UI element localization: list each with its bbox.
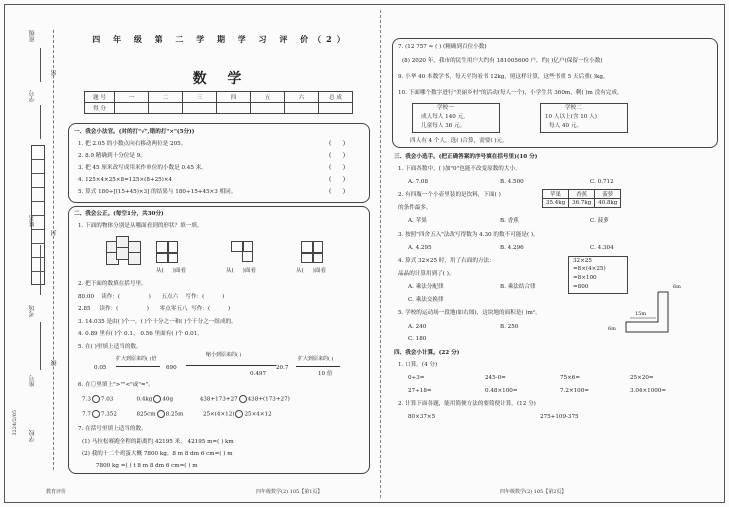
question-text: 四人有 4 个人，选( )合算，需要( )元。 [410,138,508,144]
judge-item: 2. 8.9 精确到十分位是 9。 [78,153,146,159]
score-input-cell[interactable] [149,103,183,114]
question-text: 5. 学校的运动场一段地(如右图)，这块地的面积是( )m²。 [398,310,541,316]
section2-heading: 二、我会公正。(每空1分，共30分) [74,211,164,217]
choice-option[interactable]: A. 苹果 [408,218,427,224]
score-label-cell: 得 分 [85,103,115,114]
numline-value: 0.05 [94,365,107,371]
view-shape [156,241,178,263]
score-table [84,91,353,114]
section4-heading: 四、我会小计算。(22 分) [394,350,460,356]
score-input-cell[interactable] [115,103,149,114]
view-shape [242,251,253,262]
margin-label-name: 姓名 [29,215,36,227]
answer-blank[interactable]: ( ) [329,164,346,171]
numline-value: 20.7 [276,365,289,371]
table-header: 苹果 [543,190,569,199]
judge-item: 5. 算式 180÷[(15+45)×3] 的结果与 180÷15+45×3 相同。 [78,189,237,195]
question-text: 2. 计算下面各题，能用简便方法的要简便计算。(12 分) [398,401,536,407]
compare-circle[interactable] [92,395,100,403]
numline-label: 缩小到原来的( ) [206,352,242,358]
compare-row: 7.7 7.352 825cm 8.25m 25×(4×12) 25×4×12 [82,411,272,418]
judge-item: 1. 把 2.05 的小数点向右移动两位是 205。 [78,141,187,147]
calc-item: 75×6= [560,375,581,381]
choice-option[interactable]: A. 240 [408,324,427,330]
read-write-row: 2.85 读作：( ) 零点零五八 写作：( ) [78,306,231,312]
question-text: (8) 2020 年，我市的民生用户大约有 181005600 户，约( )亿户(保留一位小数) [402,58,603,64]
choice-option[interactable]: A. 乘法分配律 [408,284,444,290]
question-text: 1. 下面的物体分别是从哪面看到的形状？填一填。 [78,223,203,229]
page-divider [380,10,381,498]
section3-heading: 三、我会小选手。(把正确答案的序号填在括号里)(10 分) [394,154,538,160]
binding-margin [8,30,60,470]
compare-circle[interactable] [153,395,161,403]
score-header-cell: 二 [149,92,183,103]
score-header-cell: 题 号 [85,92,115,103]
ticket-box-1: 学校一 成人每人 140 元, 儿童每人 36 元。 [412,103,500,133]
score-input-cell[interactable] [251,103,285,114]
question-text: 7. (12 757 ≈ ( ) (精确到百位小数) [398,44,487,50]
subject-title: 数 学 [192,71,250,87]
numline-label: 扩大到原来的( )倍 [116,356,157,362]
judge-item: 3. 把 45 厘米改写成用米作单位的小数是 0.45 米。 [78,165,207,171]
choice-option[interactable]: B. 香蕉 [500,218,519,224]
choice-option[interactable]: B. 4.500 [500,179,524,185]
compare-circle[interactable] [235,410,243,418]
choice-option[interactable]: C. 乘法交换律 [408,297,444,303]
question-text: 4. 0.89 里有( )个 0.1。 0.56 里面有( )个 0.01。 [78,331,203,337]
seal-char: 线 [51,360,58,366]
seat-number-grid [31,145,45,285]
question-text: 6. 在〇里填上">""<"或"="。 [78,382,154,388]
table-cell: 36.7kg [569,199,595,208]
score-input-cell[interactable] [285,103,319,114]
calc-item: 0.48×100= [485,388,518,394]
calc-item: 27÷18= [408,388,432,394]
score-header-cell: 一 [115,92,149,103]
question-text: 5. 在( )里填上适当的数。 [78,344,142,350]
figure-label: 15m [635,311,647,317]
view-blank[interactable]: 从( )面看 [156,268,187,274]
score-input-cell[interactable] [183,103,217,114]
score-input-cell[interactable] [217,103,251,114]
answer-blank[interactable]: ( ) [329,188,346,195]
question-text: 2. 把下面的数填在括号里。 [78,281,147,287]
section1-heading: 一、我会小法官。(对的打"√",错的打"×"(5分)) [74,129,195,135]
judge-item: 4. 125×4×25×8=125×(8+25)×4 [78,177,173,183]
read-write-row: 80.00 读作：( ) 五点六 写作：( ) [78,294,225,300]
question-text: 2. 有四瓶一个小壶里装的是饮料，下面( ) [398,192,501,198]
margin-label-seat: 座号 [29,375,36,387]
footer-left: 教育评价 [46,489,67,495]
seal-line [53,30,54,470]
ticket-box-2: 学校二 10 人以上(含 10 人) 每人 40 元。 [540,103,628,133]
choice-option[interactable]: C. 4.304 [590,245,614,251]
margin-label-number: 学号 [29,90,36,102]
question-text: 3. 14.035 是由( )个一，( )个十分之一和( )个千分之一组成的。 [78,319,237,325]
seal-char: 密 [51,70,58,76]
unit-item: (2) 我的十二个鸡蛋大概 7800 kg。8 m 8 dm 6 cm=( ) m [82,451,233,457]
question-text: 3. 按照"四舍五入"法改写得数为 4.30 的数不可能是( )。 [398,232,539,238]
choice-option[interactable]: C. 0.712 [590,179,614,185]
unit-item: (1) 马拉松赛跑全程的距离约 42195 米。 42195 m=( ) km [82,439,234,445]
calc-item: 0÷3= [408,375,425,381]
calc-item: 80×37×5 [408,414,436,420]
compare-row: 7.3 7.03 0.4kg 40g 438+173+27 438+(173+27) [82,396,290,403]
numline-arrow [116,366,160,367]
fruit-table [542,189,621,208]
score-header-cell: 总 成 [319,92,353,103]
compare-circle[interactable] [157,410,165,418]
footer-page-1: 四年级数学(2) 105【第1页】 [256,489,323,495]
calc-box: 32×25 =8×(4×25) =8×100 =800 [568,256,628,294]
answer-blank[interactable]: ( ) [329,140,346,147]
answer-blank[interactable]: ( ) [329,176,346,183]
view-blank[interactable]: 从( )面看 [296,268,327,274]
question-text: 9. 小华 40 本数学书，每天平均看书 12kg，照这样计算，这些书重 5 天后重( )kg。 [398,74,609,80]
calc-item: 7.2×100= [560,388,589,394]
figure-label: 6m [608,326,616,332]
numline-value: 10 倍 [318,371,333,377]
calc-item: 25×20= [630,375,654,381]
margin-line [40,245,41,295]
question-text: 4. 算式 32×25 时，用了右面的方法： [398,258,495,264]
numline-arrow [296,366,340,367]
seal-char: 封 [51,230,58,236]
score-header-cell: 六 [285,92,319,103]
question-text: 7. 在括号里填上适当的数。 [78,426,147,432]
question-text: 的条件最多。 [398,205,432,211]
choice-option[interactable]: C. 180 [408,336,427,342]
question-text: 10. 下面哪个数字进行"美丽乡村"的活动(每人一个)，小学生共 360m，剩( )m 没有完成。 [398,90,623,96]
score-header-cell: 三 [183,92,217,103]
score-input-cell[interactable] [319,103,353,114]
calc-item: 275+109-375 [540,414,579,420]
question-text: 1. 口算。(4 分) [398,362,438,368]
l-shape-figure [618,282,682,346]
score-header-cell: 五 [251,92,285,103]
choice-option[interactable]: A. 4.295 [408,245,432,251]
choice-option[interactable]: B. 250 [500,324,519,330]
numline-label: 扩大到原来的( ) [298,356,334,362]
footer-page-2: 四年级数学(2) 105【第2页】 [500,489,567,495]
margin-label-class: 班级 [29,30,36,42]
choice-option[interactable]: B. 4.296 [500,245,524,251]
exam-title: 四 年 级 第 二 学 期 学 习 评 价（2） [92,34,350,44]
margin-line [40,105,41,139]
margin-label-room: 考场 [29,305,36,317]
table-header: 香蕉 [569,190,595,199]
question-text: 1. 下面各数中，( )加"0"也能不改变原数的大小。 [398,166,521,172]
calc-item: 245-0= [485,375,506,381]
numline-arrow [186,365,276,366]
table-cell: 35.4kg [543,199,569,208]
right-page [390,8,720,498]
numline-value: 690 [166,365,177,371]
score-header-cell: 四 [217,92,251,103]
question-text: 晶晶的计算用到了( )。 [398,271,455,277]
numline-value: 0.497 [250,371,267,377]
choice-option[interactable]: A. 7.08 [408,179,429,185]
margin-code: 3224/2/05 [12,410,18,436]
unit-item: 7800 kg =( ) t 8 m 8 dm 6 cm=( ) m [96,463,198,469]
margin-label-school: 学校 [29,430,36,442]
calc-item: 3.04×1000= [630,388,667,394]
choice-option[interactable]: B. 乘法结合律 [500,284,536,290]
answer-blank[interactable]: ( ) [329,152,346,159]
view-shape [301,241,323,263]
figure-label: 6m [673,284,681,290]
table-cell: 40.8kg [595,199,621,208]
compare-circle[interactable] [239,395,247,403]
table-header: 菠萝 [595,190,621,199]
margin-line [40,48,41,82]
margin-line [40,322,41,370]
compare-circle[interactable] [92,410,100,418]
left-page [46,8,370,498]
choice-option[interactable]: C. 菠萝 [590,218,609,224]
view-blank[interactable]: 从( )面看 [226,268,257,274]
